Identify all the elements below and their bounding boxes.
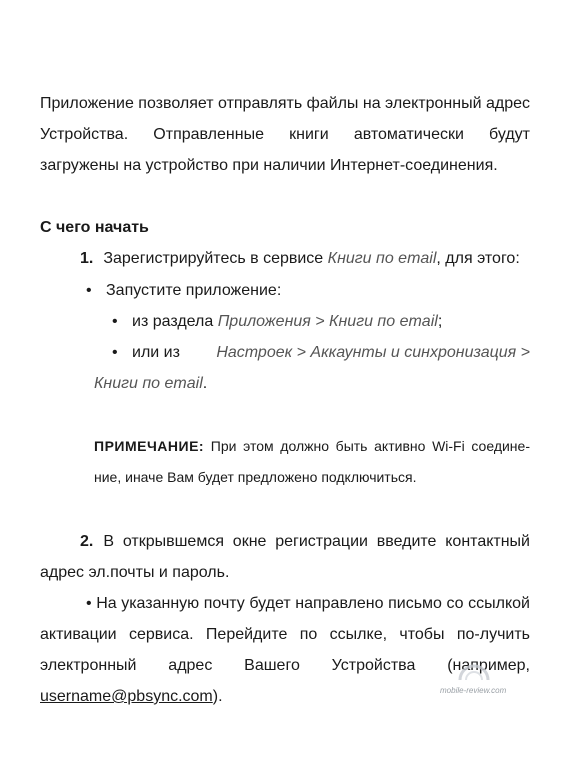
menu-path-line-1: Настроек > Аккаунты и синхронизация > (216, 344, 530, 361)
step-1 (80, 245, 520, 273)
sub-bullet-prefix: или из (132, 344, 180, 361)
sub-bullet-suffix: ; (437, 313, 443, 330)
intro-paragraph: Приложение позволяет отправлять файлы на электронный адрес Устройства. Отправленные книги автоматически будут загружены на устройство при наличии Интернет-соединения. (40, 95, 530, 174)
menu-path-line-2: Книги по email (94, 375, 203, 392)
launch-app-bullet (86, 277, 281, 305)
step-2-number: 2. (80, 533, 94, 550)
step-1-number: 1. (80, 250, 94, 267)
note-label: ПРИМЕЧАНИЕ: (94, 438, 205, 454)
activation-info-text: На указанную почту будет направлено письмо со ссылкой активации сервиса. Перейдите по ссылке, чтобы по-лучить электронный адрес Вашего Устройства (например, (40, 595, 530, 674)
bullet-symbol: • (112, 313, 118, 330)
activation-info-suffix: ). (212, 688, 223, 705)
bullet-symbol: • (86, 595, 92, 612)
note-paragraph (94, 431, 530, 493)
watermark (440, 664, 506, 704)
example-email-link[interactable]: username@pbsync.com (40, 688, 213, 705)
bullet-symbol: • (86, 282, 92, 299)
watermark-logo-icon (456, 664, 492, 686)
watermark-text: mobile-review.com (440, 686, 507, 695)
bullet-symbol: • (112, 344, 118, 361)
note-text: При этом должно быть активно Wi-Fi соедине-ние, иначе Вам будет предложено подключиться. (94, 438, 530, 485)
section-heading: С чего начать (40, 219, 149, 236)
sub-bullet-settings-continued (94, 370, 207, 398)
sub-bullet-apps (112, 308, 442, 336)
menu-path: Приложения > Книги по email (217, 313, 438, 330)
sub-bullet-suffix: . (202, 375, 208, 392)
step-1-text-before: Зарегистрируйтесь в сервисе (103, 250, 328, 267)
step-2 (40, 526, 530, 588)
step-1-text-after: , для этого: (436, 250, 520, 267)
sub-bullet-prefix: из раздела (132, 313, 218, 330)
sub-bullet-settings (112, 339, 530, 367)
launch-app-text: Запустите приложение: (106, 282, 282, 299)
step-2-text: В открывшемся окне регистрации введите контактный адрес эл.почты и пароль. (40, 533, 530, 581)
service-name: Книги по email (327, 250, 437, 267)
